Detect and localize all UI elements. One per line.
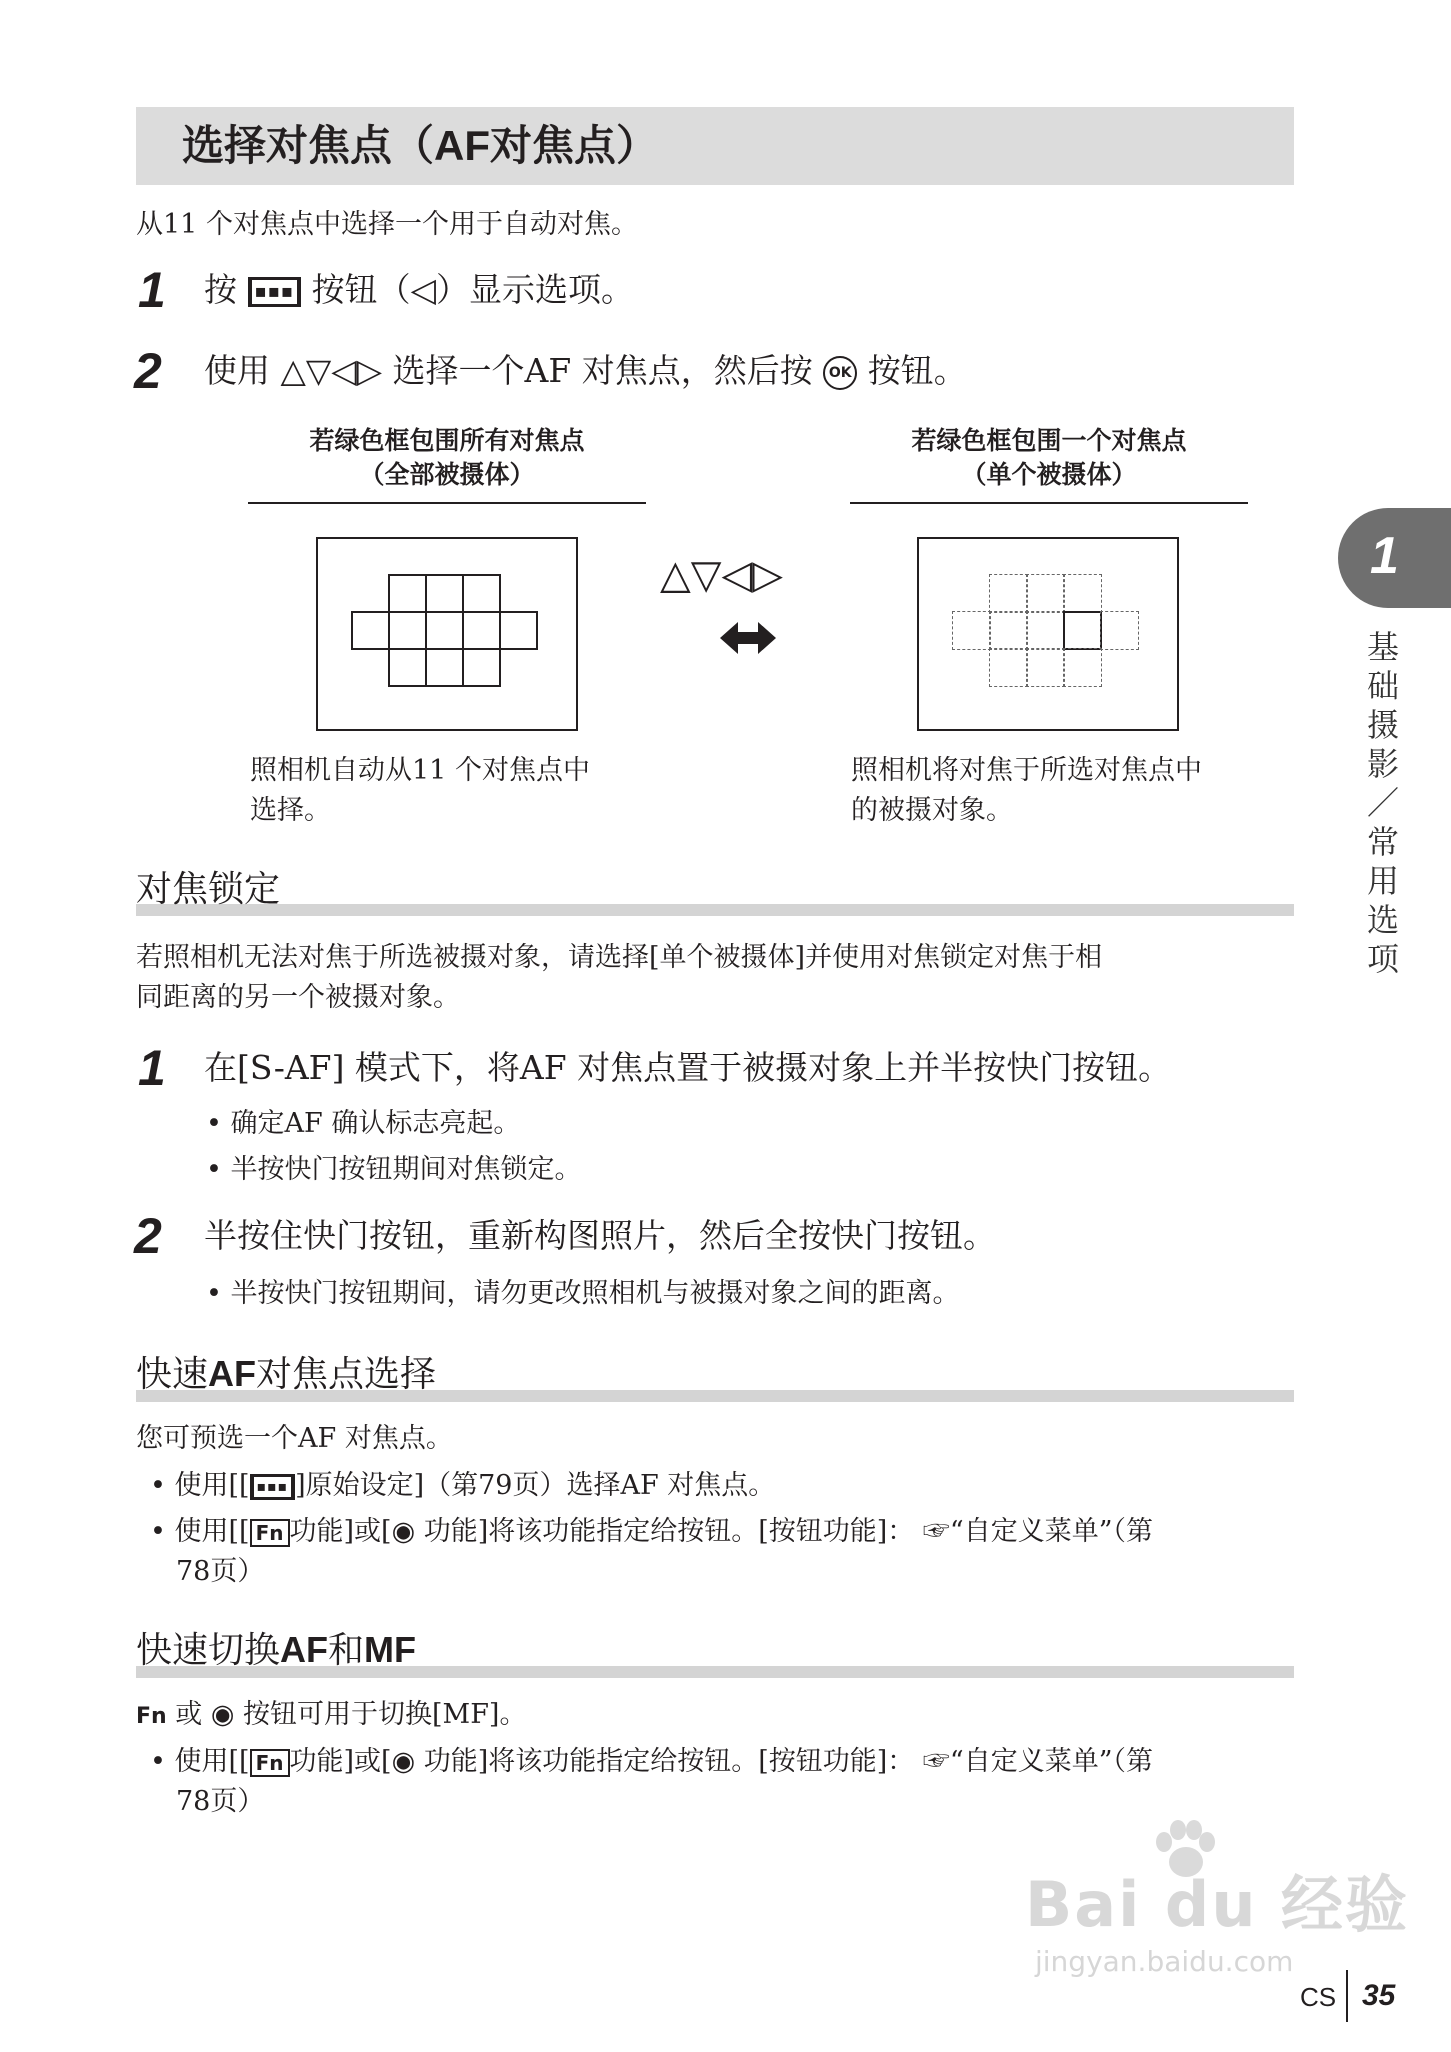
list-item: • 使用[[ ▪▪▪ ]原始设定]（第79页）选择AF 对焦点。 — [150, 1470, 776, 1501]
diagram-left-subtitle: （全部被摄体） — [359, 460, 535, 489]
step-number: 1 — [138, 262, 166, 318]
diagram-right-title: 若绿色框包围一个对焦点 — [911, 426, 1187, 455]
section-title-quick-af: 快速AF对焦点选择 — [136, 1353, 437, 1395]
af-point — [952, 611, 991, 650]
page-title: 选择对焦点（AF对焦点） — [182, 121, 659, 170]
list-item: • 确定AF 确认标志亮起。 — [206, 1108, 521, 1139]
arrow-pad-icons: △▽◁▷ — [660, 552, 784, 598]
step-number: 1 — [138, 1040, 166, 1096]
list-item: • 使用[[ Fn 功能]或[◉ 功能]将该功能指定给按钮。[按钮功能]： ☞“自定义菜单”（第 — [150, 1746, 1154, 1777]
af-point — [425, 574, 464, 613]
af-point — [462, 648, 501, 687]
list-item-continued: 78页） — [176, 1786, 265, 1817]
af-target-button-icon: ▪▪▪ — [248, 277, 302, 307]
diagram-right-caption: 照相机将对焦于所选对焦点中 — [851, 755, 1202, 786]
watermark-url: jingyan.baidu.com — [1035, 1945, 1294, 1978]
af-point — [989, 648, 1028, 687]
reference-icon: ☞ — [922, 1516, 950, 1547]
watermark-brand: Bai du 经验 — [1025, 1868, 1410, 1941]
footer-lang: CS — [1300, 1982, 1337, 2012]
af-point — [989, 574, 1028, 613]
list-item-continued: 78页） — [176, 1556, 265, 1587]
diagram-left-title: 若绿色框包围所有对焦点 — [309, 426, 585, 455]
af-point — [351, 611, 390, 650]
af-point — [1026, 648, 1065, 687]
paragraph: 若照相机无法对焦于所选被摄对象，请选择[单个被摄体]并使用对焦锁定对焦于相 — [136, 942, 1103, 973]
swap-arrow-icon — [718, 608, 778, 668]
divider — [248, 502, 646, 504]
step-number: 2 — [134, 343, 162, 399]
af-point — [1100, 611, 1139, 650]
chapter-label: 基础摄影／常用选项 — [1366, 628, 1399, 978]
footer-separator — [1346, 1970, 1348, 2022]
af-point-selected — [1063, 611, 1102, 650]
af-point — [388, 611, 427, 650]
af-point — [989, 611, 1028, 650]
af-point — [425, 648, 464, 687]
step-text: 按 ▪▪▪ 按钮（◁）显示选项。 — [204, 270, 634, 309]
paragraph: 您可预选一个AF 对焦点。 — [136, 1423, 453, 1454]
diagram-right-subtitle: （单个被摄体） — [961, 460, 1137, 489]
divider — [850, 502, 1248, 504]
af-point — [462, 611, 501, 650]
diagram-right-caption: 的被摄对象。 — [851, 795, 1013, 826]
step-text: 半按住快门按钮，重新构图照片，然后全按快门按钮。 — [204, 1216, 996, 1255]
ok-button-icon: OK — [823, 356, 857, 390]
list-item: • 半按快门按钮期间，请勿更改照相机与被摄对象之间的距离。 — [206, 1278, 960, 1309]
viewfinder-single-target — [917, 537, 1179, 731]
page-number: 35 — [1362, 1979, 1396, 2012]
af-point — [1026, 574, 1065, 613]
list-item: • 半按快门按钮期间对焦锁定。 — [206, 1154, 582, 1185]
section-underline — [136, 904, 1294, 916]
fn-icon: Fn — [136, 1704, 167, 1729]
step-text: 在[S-AF] 模式下，将AF 对焦点置于被摄对象上并半按快门按钮。 — [204, 1048, 1172, 1087]
af-point — [1063, 648, 1102, 687]
af-target-button-icon: ▪▪▪ — [250, 1474, 295, 1500]
step-number: 2 — [134, 1208, 162, 1264]
af-point — [425, 611, 464, 650]
af-point — [388, 648, 427, 687]
diagram-left-caption: 选择。 — [250, 795, 331, 826]
viewfinder-all-targets — [316, 537, 578, 731]
section-title-focus-lock: 对焦锁定 — [136, 869, 281, 910]
step-text: 使用 △▽◁▷ 选择一个AF 对焦点，然后按 OK 按钮。 — [204, 351, 967, 390]
list-item: • 使用[[ Fn 功能]或[◉ 功能]将该功能指定给按钮。[按钮功能]： ☞“自定义菜单”（第 — [150, 1516, 1154, 1547]
intro-text: 从11 个对焦点中选择一个用于自动对焦。 — [136, 209, 638, 240]
af-point — [1063, 574, 1102, 613]
diagram-left-caption: 照相机自动从11 个对焦点中 — [250, 755, 590, 786]
fn-button-icon: Fn — [250, 1519, 290, 1547]
af-point — [499, 611, 538, 650]
section-title-af-mf-switch: 快速切换AF和MF — [136, 1629, 417, 1671]
reference-icon: ☞ — [922, 1746, 950, 1777]
fn-button-icon: Fn — [250, 1749, 290, 1777]
chapter-number: 1 — [1370, 527, 1399, 585]
af-point — [1026, 611, 1065, 650]
paragraph: 同距离的另一个被摄对象。 — [136, 982, 460, 1013]
af-point — [462, 574, 501, 613]
paragraph: Fn 或 ◉ 按钮可用于切换[MF]。 — [136, 1699, 527, 1730]
af-point — [388, 574, 427, 613]
